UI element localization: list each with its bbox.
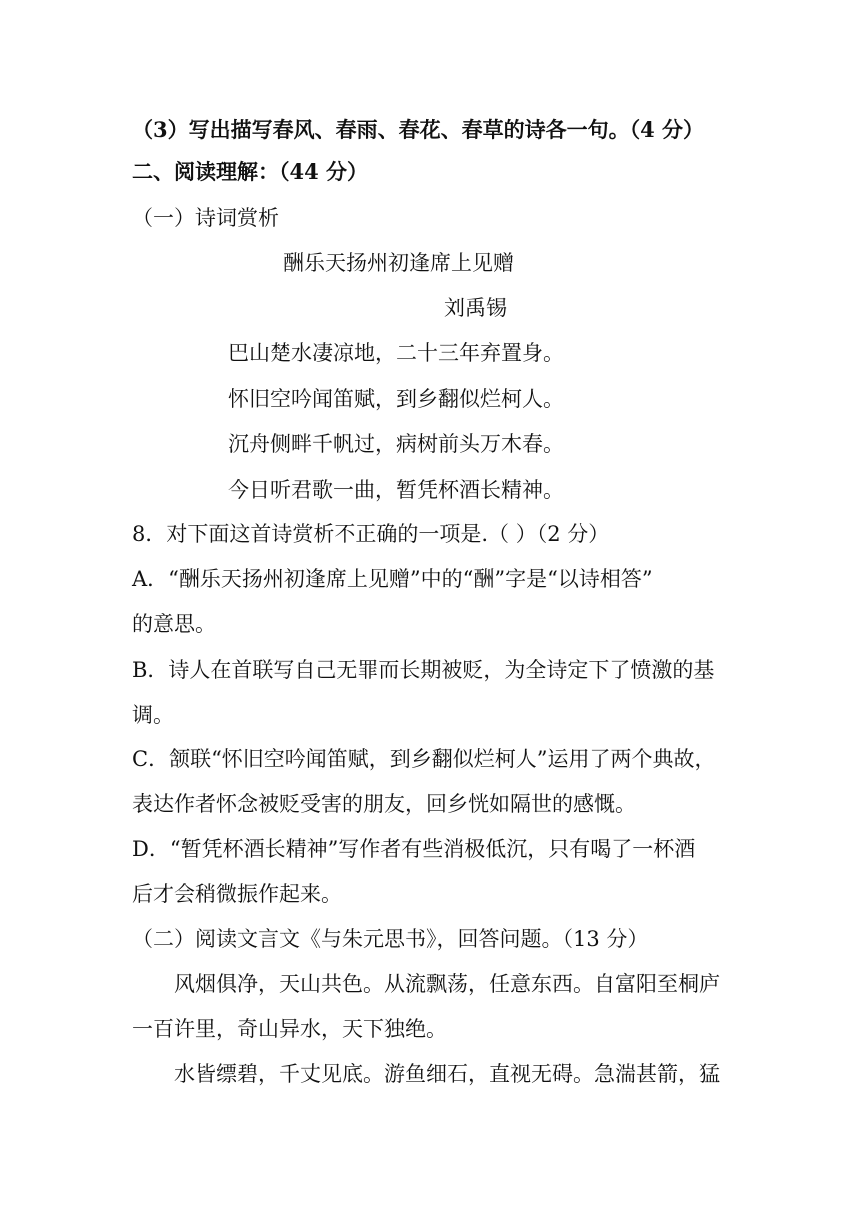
option-d-line-2: 后才会稍微振作起来。 [132,882,342,906]
poem-title: 酬乐天扬州初逢席上见赠 [283,251,514,275]
prose-paragraph-1-line-2: 一百许里，奇山异水，天下独绝。 [132,1017,447,1041]
prose-paragraph-2-line-1: 水皆缥碧，千丈见底。游鱼细石，直视无碍。急湍甚箭，猛 [174,1062,720,1086]
poem-line-1: 巴山楚水凄凉地，二十三年弃置身。 [228,341,564,365]
option-c-line-1: C．颔联“怀旧空吟闻笛赋，到乡翻似烂柯人”运用了两个典故， [132,747,716,771]
option-b-line-2: 调。 [132,703,174,727]
option-d-line-1: D．“暂凭杯酒长精神”写作者有些消极低沉，只有喝了一杯酒 [132,837,696,861]
question-3: （3）写出描写春风、春雨、春花、春草的诗各一句。（4 分） [132,117,705,142]
subsection-classical-prose: （二）阅读文言文《与朱元思书》，回答问题。（13 分） [132,927,649,951]
option-a-line-1: A．“酬乐天扬州初逢席上见赠”中的“酬”字是“以诗相答” [132,567,653,591]
poem-line-4: 今日听君歌一曲，暂凭杯酒长精神。 [228,478,564,502]
subsection-poetry: （一）诗词赏析 [132,206,279,230]
poem-line-3: 沉舟侧畔千帆过，病树前头万木春。 [228,432,564,456]
option-b-line-1: B．诗人在首联写自己无罪而长期被贬，为全诗定下了愤激的基 [132,658,715,682]
poem-line-2: 怀旧空吟闻笛赋，到乡翻似烂柯人。 [228,387,564,411]
section-heading-reading: 二、阅读理解：（44 分） [132,159,369,184]
prose-paragraph-1-line-1: 风烟俱净，天山共色。从流飘荡，任意东西。自富阳至桐庐 [174,972,720,996]
option-c-line-2: 表达作者怀念被贬受害的朋友，回乡恍如隔世的感慨。 [132,792,636,816]
poem-author: 刘禹锡 [444,296,507,320]
option-a-line-2: 的意思。 [132,612,216,636]
question-8: 8．对下面这首诗赏析不正确的一项是.（ ）（2 分） [132,522,610,546]
